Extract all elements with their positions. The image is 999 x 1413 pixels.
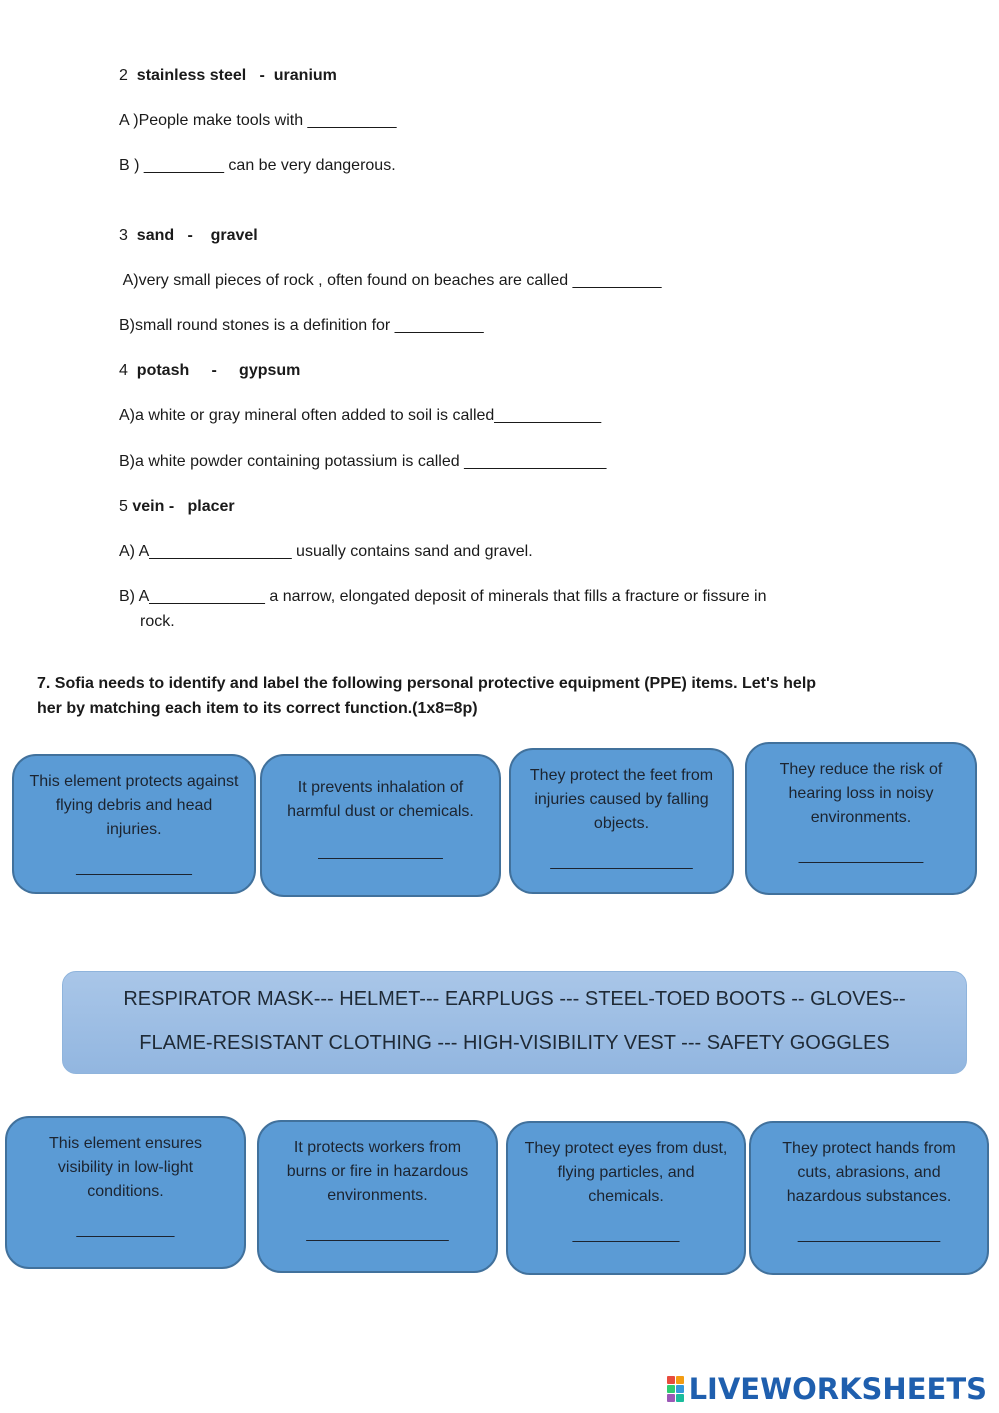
question-number: 5 (119, 498, 128, 515)
brand-name: LIVEWORKSHEETS (688, 1372, 987, 1406)
question-3-item-a: A)very small pieces of rock , often found on beaches are called __________ (119, 272, 662, 289)
question-number: 4 (119, 362, 128, 379)
liveworksheets-watermark (667, 1374, 987, 1404)
function-text: They protect hands from cuts, abrasions, and hazardous substances. (782, 1140, 956, 1205)
word-a: vein (132, 498, 165, 515)
function-box-hearing-protection (745, 742, 977, 895)
function-box-foot-protection (509, 748, 734, 894)
question-5-item-b: B) A_____________ a narrow, elongated deposit of minerals that fills a fracture or fissure in (119, 588, 767, 605)
function-box-hand-protection (749, 1121, 989, 1275)
word-b: gravel (210, 227, 258, 244)
word-bank-row-2: FLAME-RESISTANT CLOTHING --- HIGH-VISIBILITY VEST --- SAFETY GOGGLES (139, 1032, 890, 1054)
separator: - (168, 498, 175, 515)
function-text: They protect eyes from dust, flying particles, and chemicals. (524, 1140, 728, 1205)
word-b: uranium (273, 67, 337, 84)
function-text: They protect the feet from injuries caused by falling objects. (529, 767, 714, 832)
function-box-eye-protection (506, 1121, 746, 1275)
question-4-heading (119, 361, 300, 381)
separator: - (259, 67, 265, 84)
function-box-fire-protection (257, 1120, 498, 1273)
question-5-item-a: A) A________________ usually contains sand and gravel. (119, 543, 533, 560)
function-text: They reduce the risk of hearing loss in noisy environments. (779, 761, 943, 826)
question-number: 2 (119, 67, 128, 84)
question-3-item-b: B)small round stones is a definition for __________ (119, 317, 484, 334)
logo-block (676, 1376, 684, 1384)
word-b: placer (187, 498, 235, 515)
word-a: potash (136, 362, 190, 379)
answer-blank[interactable]: ________________ (797, 1226, 941, 1243)
question-4-item-a: A)a white or gray mineral often added to soil is called____________ (119, 407, 602, 424)
task-7-instructions (37, 671, 857, 721)
word-a: stainless steel (136, 67, 247, 84)
separator: - (187, 227, 193, 244)
function-box-visibility (5, 1116, 246, 1269)
function-box-head-protection (12, 754, 256, 894)
task-7-line-1: 7. Sofia needs to identify and label the following personal protective equipment (PPE) items. Let's help (37, 675, 817, 692)
question-5-item-b-continuation: rock. (140, 613, 175, 630)
function-text: It protects workers from burns or fire in hazardous environments. (286, 1139, 469, 1204)
function-text: It prevents inhalation of harmful dust or chemicals. (287, 779, 474, 820)
question-2-heading (119, 66, 337, 86)
logo-block (676, 1385, 684, 1393)
task-7-line-2: her by matching each item to its correct function.(1x8=8p) (37, 700, 478, 717)
logo-block (667, 1385, 675, 1393)
word-a: sand (136, 227, 175, 244)
answer-blank[interactable]: ______________ (798, 847, 924, 864)
answer-blank[interactable]: ______________ (318, 843, 443, 860)
answer-blank[interactable]: ___________ (76, 1221, 175, 1238)
question-4-item-b: B)a white powder containing potassium is called ________________ (119, 453, 607, 470)
word-bank-row-1: RESPIRATOR MASK--- HELMET--- EARPLUGS --- STEEL-TOED BOOTS -- GLOVES-- (123, 988, 906, 1010)
word-b: gypsum (239, 362, 301, 379)
liveworksheets-logo-icon (667, 1376, 684, 1402)
function-box-respiratory-protection (260, 754, 501, 897)
question-2-item-b: B ) _________ can be very dangerous. (119, 157, 396, 174)
question-3-heading (119, 226, 258, 246)
answer-blank[interactable]: ____________ (572, 1226, 680, 1243)
logo-block (676, 1394, 684, 1402)
question-2-item-a: A )People make tools with __________ (119, 112, 397, 129)
answer-blank[interactable]: ________________ (306, 1225, 449, 1242)
answer-blank[interactable]: ________________ (550, 853, 693, 870)
logo-block (667, 1394, 675, 1402)
answer-blank[interactable]: _____________ (76, 859, 192, 876)
function-text: This element ensures visibility in low-light conditions. (49, 1135, 202, 1200)
function-text: This element protects against flying debris and head injuries. (29, 773, 239, 838)
separator: - (211, 362, 217, 379)
question-number: 3 (119, 227, 128, 244)
word-bank (62, 971, 967, 1074)
question-5-heading (119, 497, 235, 517)
logo-block (667, 1376, 675, 1384)
